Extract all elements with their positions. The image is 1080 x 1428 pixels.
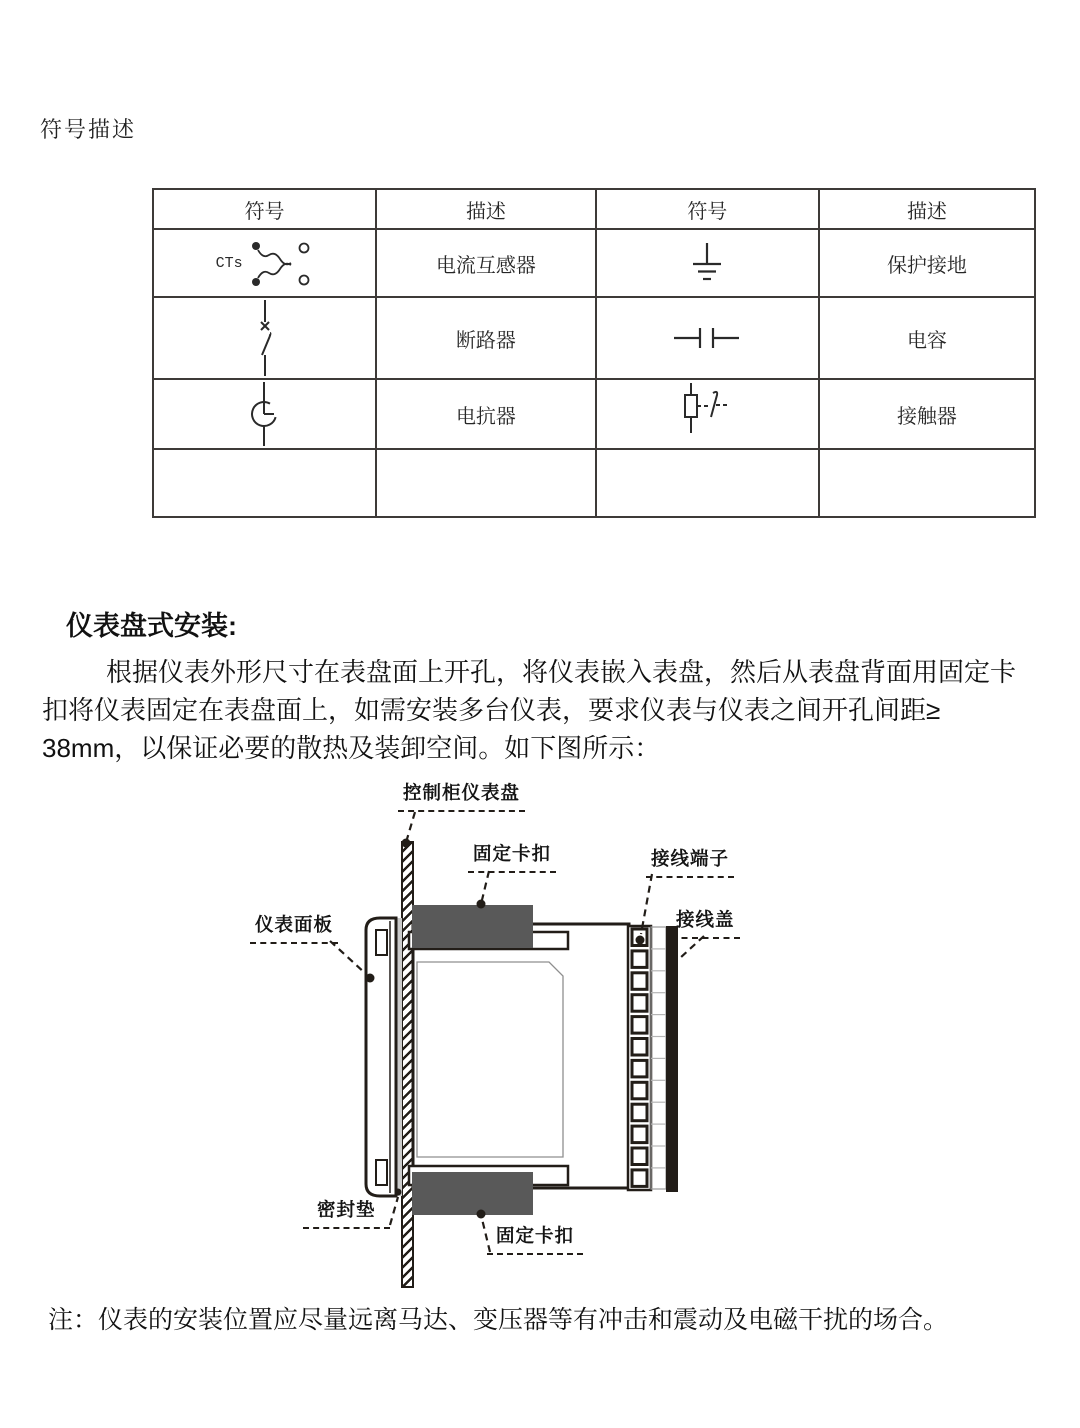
installation-note: 注：仪表的安装位置应尽量远离马达、变压器等有冲击和震动及电磁干扰的场合。 (48, 1306, 949, 1334)
label-fixing-clip-top: 固定卡扣 (468, 840, 556, 873)
label-wiring-terminal: 接线端子 (646, 845, 734, 878)
meter-body-shape (409, 924, 629, 1188)
panel-mount-heading: 仪表盘式安装: (66, 611, 237, 641)
label-fixing-clip-bottom: 固定卡扣 (487, 1222, 583, 1255)
meter-front-panel-shape (366, 918, 396, 1196)
terminal-spacer-column (651, 927, 666, 1189)
paragraph-line: 根据仪表外形尺寸在表盘面上开孔，将仪表嵌入表盘，然后从表盘背面用固定卡 (106, 657, 1017, 687)
wiring-terminal-shape (628, 926, 651, 1190)
paragraph-line: 38mm，以保证必要的散热及装卸空间。如下图所示： (42, 733, 661, 763)
col-header-desc-2: 描述 (819, 189, 1035, 229)
label-terminal-cover: 接线盖 (671, 906, 740, 939)
fixing-clip-top-shape (412, 905, 533, 948)
terminal-cover-shape (666, 926, 678, 1192)
desc-cell: 电容 (819, 297, 1035, 379)
cts-label: CTs (215, 254, 243, 272)
fixing-clip-bottom-shape (412, 1172, 533, 1215)
desc-cell: 保护接地 (819, 229, 1035, 297)
desc-cell: 断路器 (376, 297, 596, 379)
label-meter-front-panel: 仪表面板 (250, 911, 338, 944)
section-title-symbol-description: 符号描述 (40, 117, 137, 142)
desc-cell: 电流互感器 (376, 229, 596, 297)
col-header-symbol-1: 符号 (153, 189, 376, 229)
desc-cell: 电抗器 (376, 379, 596, 449)
desc-cell: 接触器 (819, 379, 1035, 449)
col-header-symbol-2: 符号 (596, 189, 819, 229)
paragraph-line: 扣将仪表固定在表盘面上，如需安装多台仪表，要求仪表与仪表之间开孔间距≥ (42, 695, 941, 725)
label-cabinet-panel: 控制柜仪表盘 (398, 779, 525, 812)
label-seal-gasket: 密封垫 (303, 1196, 390, 1229)
col-header-desc-1: 描述 (376, 189, 596, 229)
